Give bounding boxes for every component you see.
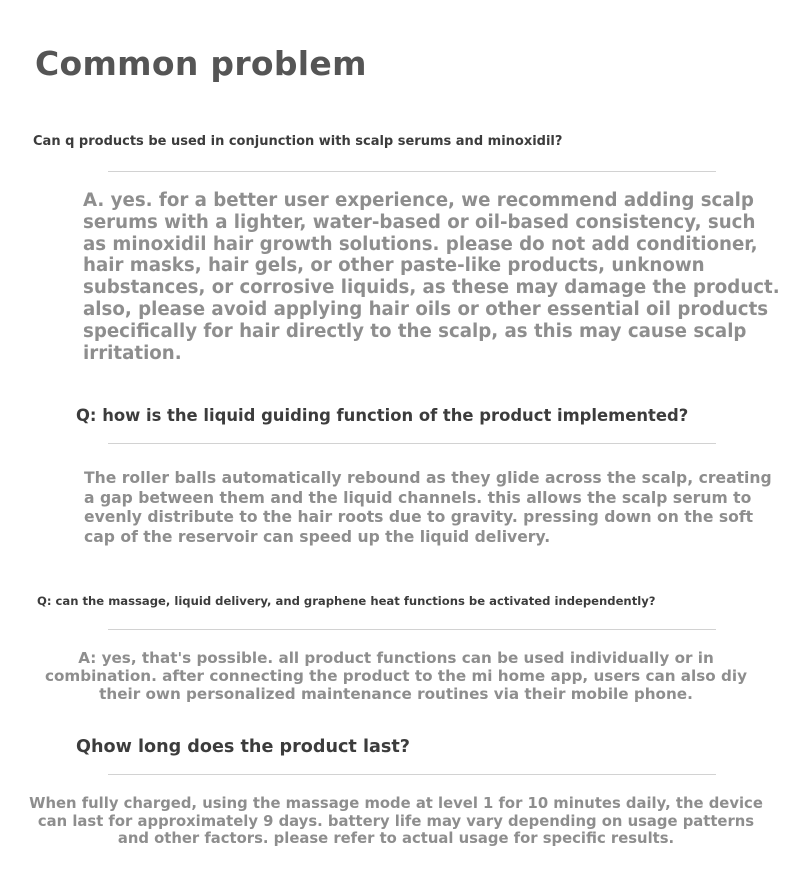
divider [108,774,716,775]
divider [108,443,716,444]
faq-question: Q: how is the liquid guiding function of the product implemented? [76,406,689,425]
faq-answer: A. yes. for a better user experience, we recommend adding scalp serums with a lighter, water-based or oil-based consistency, such as minoxidil hair growth solutions. please do not add conditioner, hair masks, hair gels, or other paste-like products, unknown substances, or corrosive liquids, as these may damage the product. also, please avoid applying hair oils or other essential oil products specifically for hair directly to the scalp, as this may cause scalp irritation. [83,190,780,364]
divider [108,629,716,630]
page-title: Common problem [35,44,367,83]
faq-question: Can q products be used in conjunction with scalp serums and minoxidil? [33,134,563,149]
faq-question: Q: can the massage, liquid delivery, and graphene heat functions be activated independently? [37,594,656,608]
faq-answer: The roller balls automatically rebound as they glide across the scalp, creating a gap between them and the liquid channels. this allows the scalp serum to evenly distribute to the hair roots due to gravity. pressing down on the soft cap of the reservoir can speed up the liquid delivery. [84,469,772,546]
faq-question: Qhow long does the product last? [76,737,410,757]
faq-answer: A: yes, that's possible. all product functions can be used individually or in combination. after connecting the product to the mi home app, users can also diy their own personalized maintenance routines via their mobile phone. [44,649,748,703]
divider [108,171,716,172]
faq-answer: When fully charged, using the massage mode at level 1 for 10 minutes daily, the device can last for approximately 9 days. battery life may vary depending on usage patterns and other factors. please refer to actual usage for specific results. [29,795,763,848]
